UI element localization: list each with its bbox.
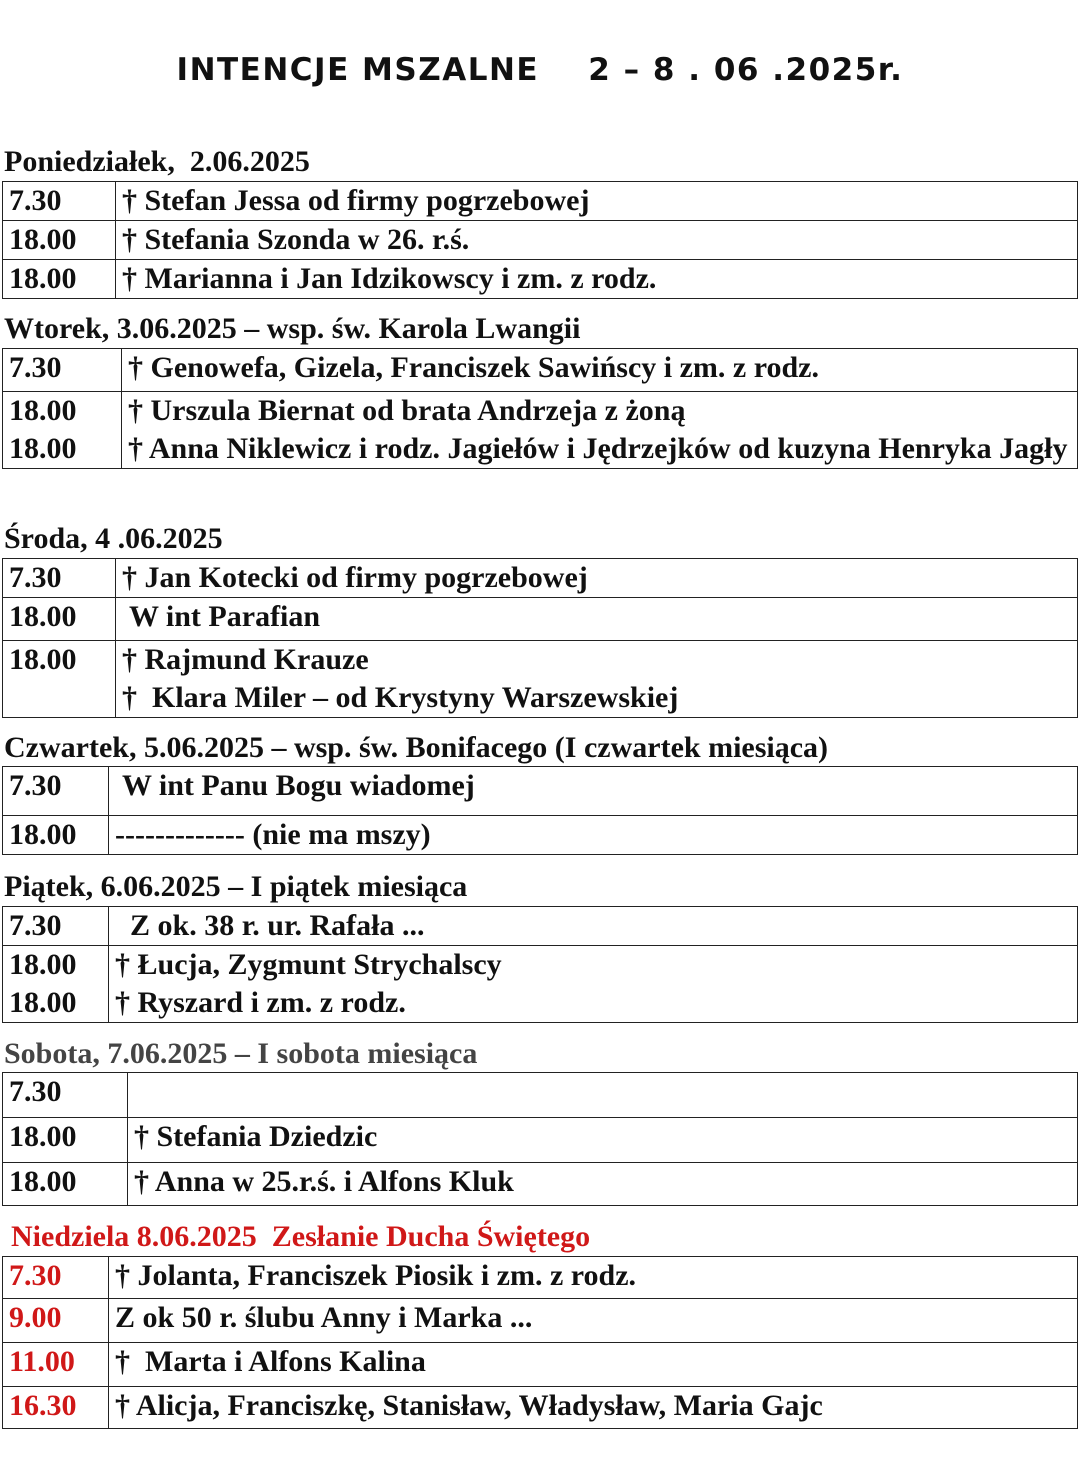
intention-text: † Stefan Jessa od firmy pogrzebowej xyxy=(122,184,590,217)
mass-time: 16.30 xyxy=(9,1389,77,1422)
intention-text: † Alicja, Franciszkę, Stanisław, Władysław, Maria Gajc xyxy=(115,1389,823,1422)
mass-time: 11.00 xyxy=(9,1345,75,1378)
table-row xyxy=(3,1163,1078,1206)
intention-text: Z ok 50 r. ślubu Anny i Marka ... xyxy=(115,1301,533,1334)
mass-time-cell xyxy=(3,1073,128,1118)
mass-time-cell xyxy=(3,559,116,598)
intention-text: † Klara Miler – od Krystyny Warszewskiej xyxy=(122,681,679,714)
mass-time-cell xyxy=(3,641,116,718)
intention-cell xyxy=(128,1163,1078,1206)
mass-time: 18.00 xyxy=(9,1165,77,1198)
intention-text: † Marianna i Jan Idzikowscy i zm. z rodz. xyxy=(122,262,657,295)
intention-text: † Anna w 25.r.ś. i Alfons Kluk xyxy=(134,1165,514,1198)
intention-cell xyxy=(109,1387,1078,1429)
table-row xyxy=(3,221,1078,260)
mass-time: 9.00 xyxy=(9,1301,62,1334)
mass-time: 7.30 xyxy=(9,1259,62,1292)
table-row xyxy=(3,559,1078,598)
mass-time-cell xyxy=(3,1387,109,1429)
mass-time: 7.30 xyxy=(9,561,62,594)
intention-cell xyxy=(128,1118,1078,1163)
intention-text: † Anna Niklewicz i rodz. Jagiełów i Jędrzejków od kuzyna Henryka Jagły xyxy=(128,432,1068,465)
mass-time: 18.00 xyxy=(9,818,77,851)
day-heading-tuesday: Wtorek, 3.06.2025 – wsp. św. Karola Lwangii xyxy=(4,312,581,345)
intention-cell xyxy=(116,641,1078,718)
intention-cell xyxy=(122,392,1078,469)
intention-cell xyxy=(116,182,1078,221)
mass-time: 7.30 xyxy=(9,1075,62,1108)
intention-cell xyxy=(109,1343,1078,1387)
intention-text: † Urszula Biernat od brata Andrzeja z żoną xyxy=(128,394,686,427)
intention-text: W int Panu Bogu wiadomej xyxy=(115,769,475,802)
page-title: INTENCJE MSZALNE 2 – 8 . 06 .2025r. xyxy=(176,52,904,88)
intention-cell xyxy=(116,598,1078,641)
day-heading-wednesday: Środa, 4 .06.2025 xyxy=(4,522,223,555)
mass-time: 18.00 xyxy=(9,262,77,295)
mass-time: 18.00 xyxy=(9,223,77,256)
intention-cell xyxy=(116,221,1078,260)
intention-cell xyxy=(109,907,1078,946)
intention-cell xyxy=(109,1257,1078,1299)
schedule-table-monday xyxy=(2,181,1078,299)
day-heading-monday: Poniedziałek, 2.06.2025 xyxy=(4,145,310,178)
mass-time: 18.00 xyxy=(9,948,77,981)
mass-time: 7.30 xyxy=(9,909,62,942)
intention-cell xyxy=(109,1299,1078,1343)
table-row xyxy=(3,349,1078,392)
intention-cell xyxy=(116,559,1078,598)
day-heading-sunday: Niedziela 8.06.2025 Zesłanie Ducha Świętego xyxy=(11,1220,591,1253)
mass-time-cell xyxy=(3,816,109,855)
mass-time: 18.00 xyxy=(9,394,77,427)
mass-time-cell xyxy=(3,260,116,299)
mass-time-cell xyxy=(3,182,116,221)
intention-text: W int Parafian xyxy=(122,600,321,633)
table-row xyxy=(3,1299,1078,1343)
mass-time-cell xyxy=(3,1343,109,1387)
intention-text: † Jolanta, Franciszek Piosik i zm. z rodz. xyxy=(115,1259,637,1292)
intention-cell xyxy=(109,946,1078,1023)
mass-time-cell xyxy=(3,1118,128,1163)
schedule-table-friday xyxy=(2,906,1078,1023)
mass-time-cell xyxy=(3,598,116,641)
table-row xyxy=(3,182,1078,221)
mass-time: 18.00 xyxy=(9,643,77,676)
table-row xyxy=(3,946,1078,1023)
day-heading-thursday: Czwartek, 5.06.2025 – wsp. św. Bonifacego (I czwartek miesiąca) xyxy=(4,731,829,764)
schedule-table-thursday xyxy=(2,766,1078,855)
schedule-table-sunday xyxy=(2,1256,1078,1429)
mass-time: 18.00 xyxy=(9,600,77,633)
intention-text: † Marta i Alfons Kalina xyxy=(115,1345,426,1378)
mass-time-cell xyxy=(3,1299,109,1343)
schedule-table-wednesday xyxy=(2,558,1078,718)
mass-time-cell xyxy=(3,349,122,392)
intention-cell xyxy=(122,349,1078,392)
intention-text: † Jan Kotecki od firmy pogrzebowej xyxy=(122,561,588,594)
table-row xyxy=(3,1118,1078,1163)
intention-cell xyxy=(109,767,1078,816)
table-row xyxy=(3,1343,1078,1387)
table-row xyxy=(3,392,1078,469)
intention-text: † Łucja, Zygmunt Strychalscy xyxy=(115,948,502,981)
mass-time-cell xyxy=(3,1163,128,1206)
intention-cell xyxy=(109,816,1078,855)
intention-text: † Stefania Dziedzic xyxy=(134,1120,378,1153)
schedule-table-tuesday xyxy=(2,348,1078,469)
table-row xyxy=(3,1257,1078,1299)
mass-time-cell xyxy=(3,767,109,816)
table-row xyxy=(3,641,1078,718)
intention-text: ------------- (nie ma mszy) xyxy=(115,818,431,851)
intention-text: † Genowefa, Gizela, Franciszek Sawińscy i zm. z rodz. xyxy=(128,351,819,384)
intention-cell xyxy=(116,260,1078,299)
mass-time: 7.30 xyxy=(9,351,62,384)
table-row xyxy=(3,907,1078,946)
mass-time-cell xyxy=(3,946,109,1023)
table-row xyxy=(3,767,1078,816)
table-row xyxy=(3,1073,1078,1118)
intention-text: † Ryszard i zm. z rodz. xyxy=(115,986,406,1019)
mass-time: 18.00 xyxy=(9,986,77,1019)
intention-text: Z ok. 38 r. ur. Rafała ... xyxy=(115,909,425,942)
day-heading-friday: Piątek, 6.06.2025 – I piątek miesiąca xyxy=(4,870,468,903)
schedule-table-saturday xyxy=(2,1072,1078,1206)
mass-time: 7.30 xyxy=(9,769,62,802)
mass-time: 18.00 xyxy=(9,432,77,465)
mass-time: 7.30 xyxy=(9,184,62,217)
table-row xyxy=(3,1387,1078,1429)
table-row xyxy=(3,260,1078,299)
mass-time: 18.00 xyxy=(9,1120,77,1153)
intention-text: † Rajmund Krauze xyxy=(122,643,369,676)
table-row xyxy=(3,598,1078,641)
mass-time-cell xyxy=(3,392,122,469)
intention-cell xyxy=(128,1073,1078,1118)
day-heading-saturday: Sobota, 7.06.2025 – I sobota miesiąca xyxy=(4,1037,478,1070)
intention-text: † Stefania Szonda w 26. r.ś. xyxy=(122,223,470,256)
table-row xyxy=(3,816,1078,855)
mass-time-cell xyxy=(3,221,116,260)
mass-time-cell xyxy=(3,907,109,946)
mass-time-cell xyxy=(3,1257,109,1299)
